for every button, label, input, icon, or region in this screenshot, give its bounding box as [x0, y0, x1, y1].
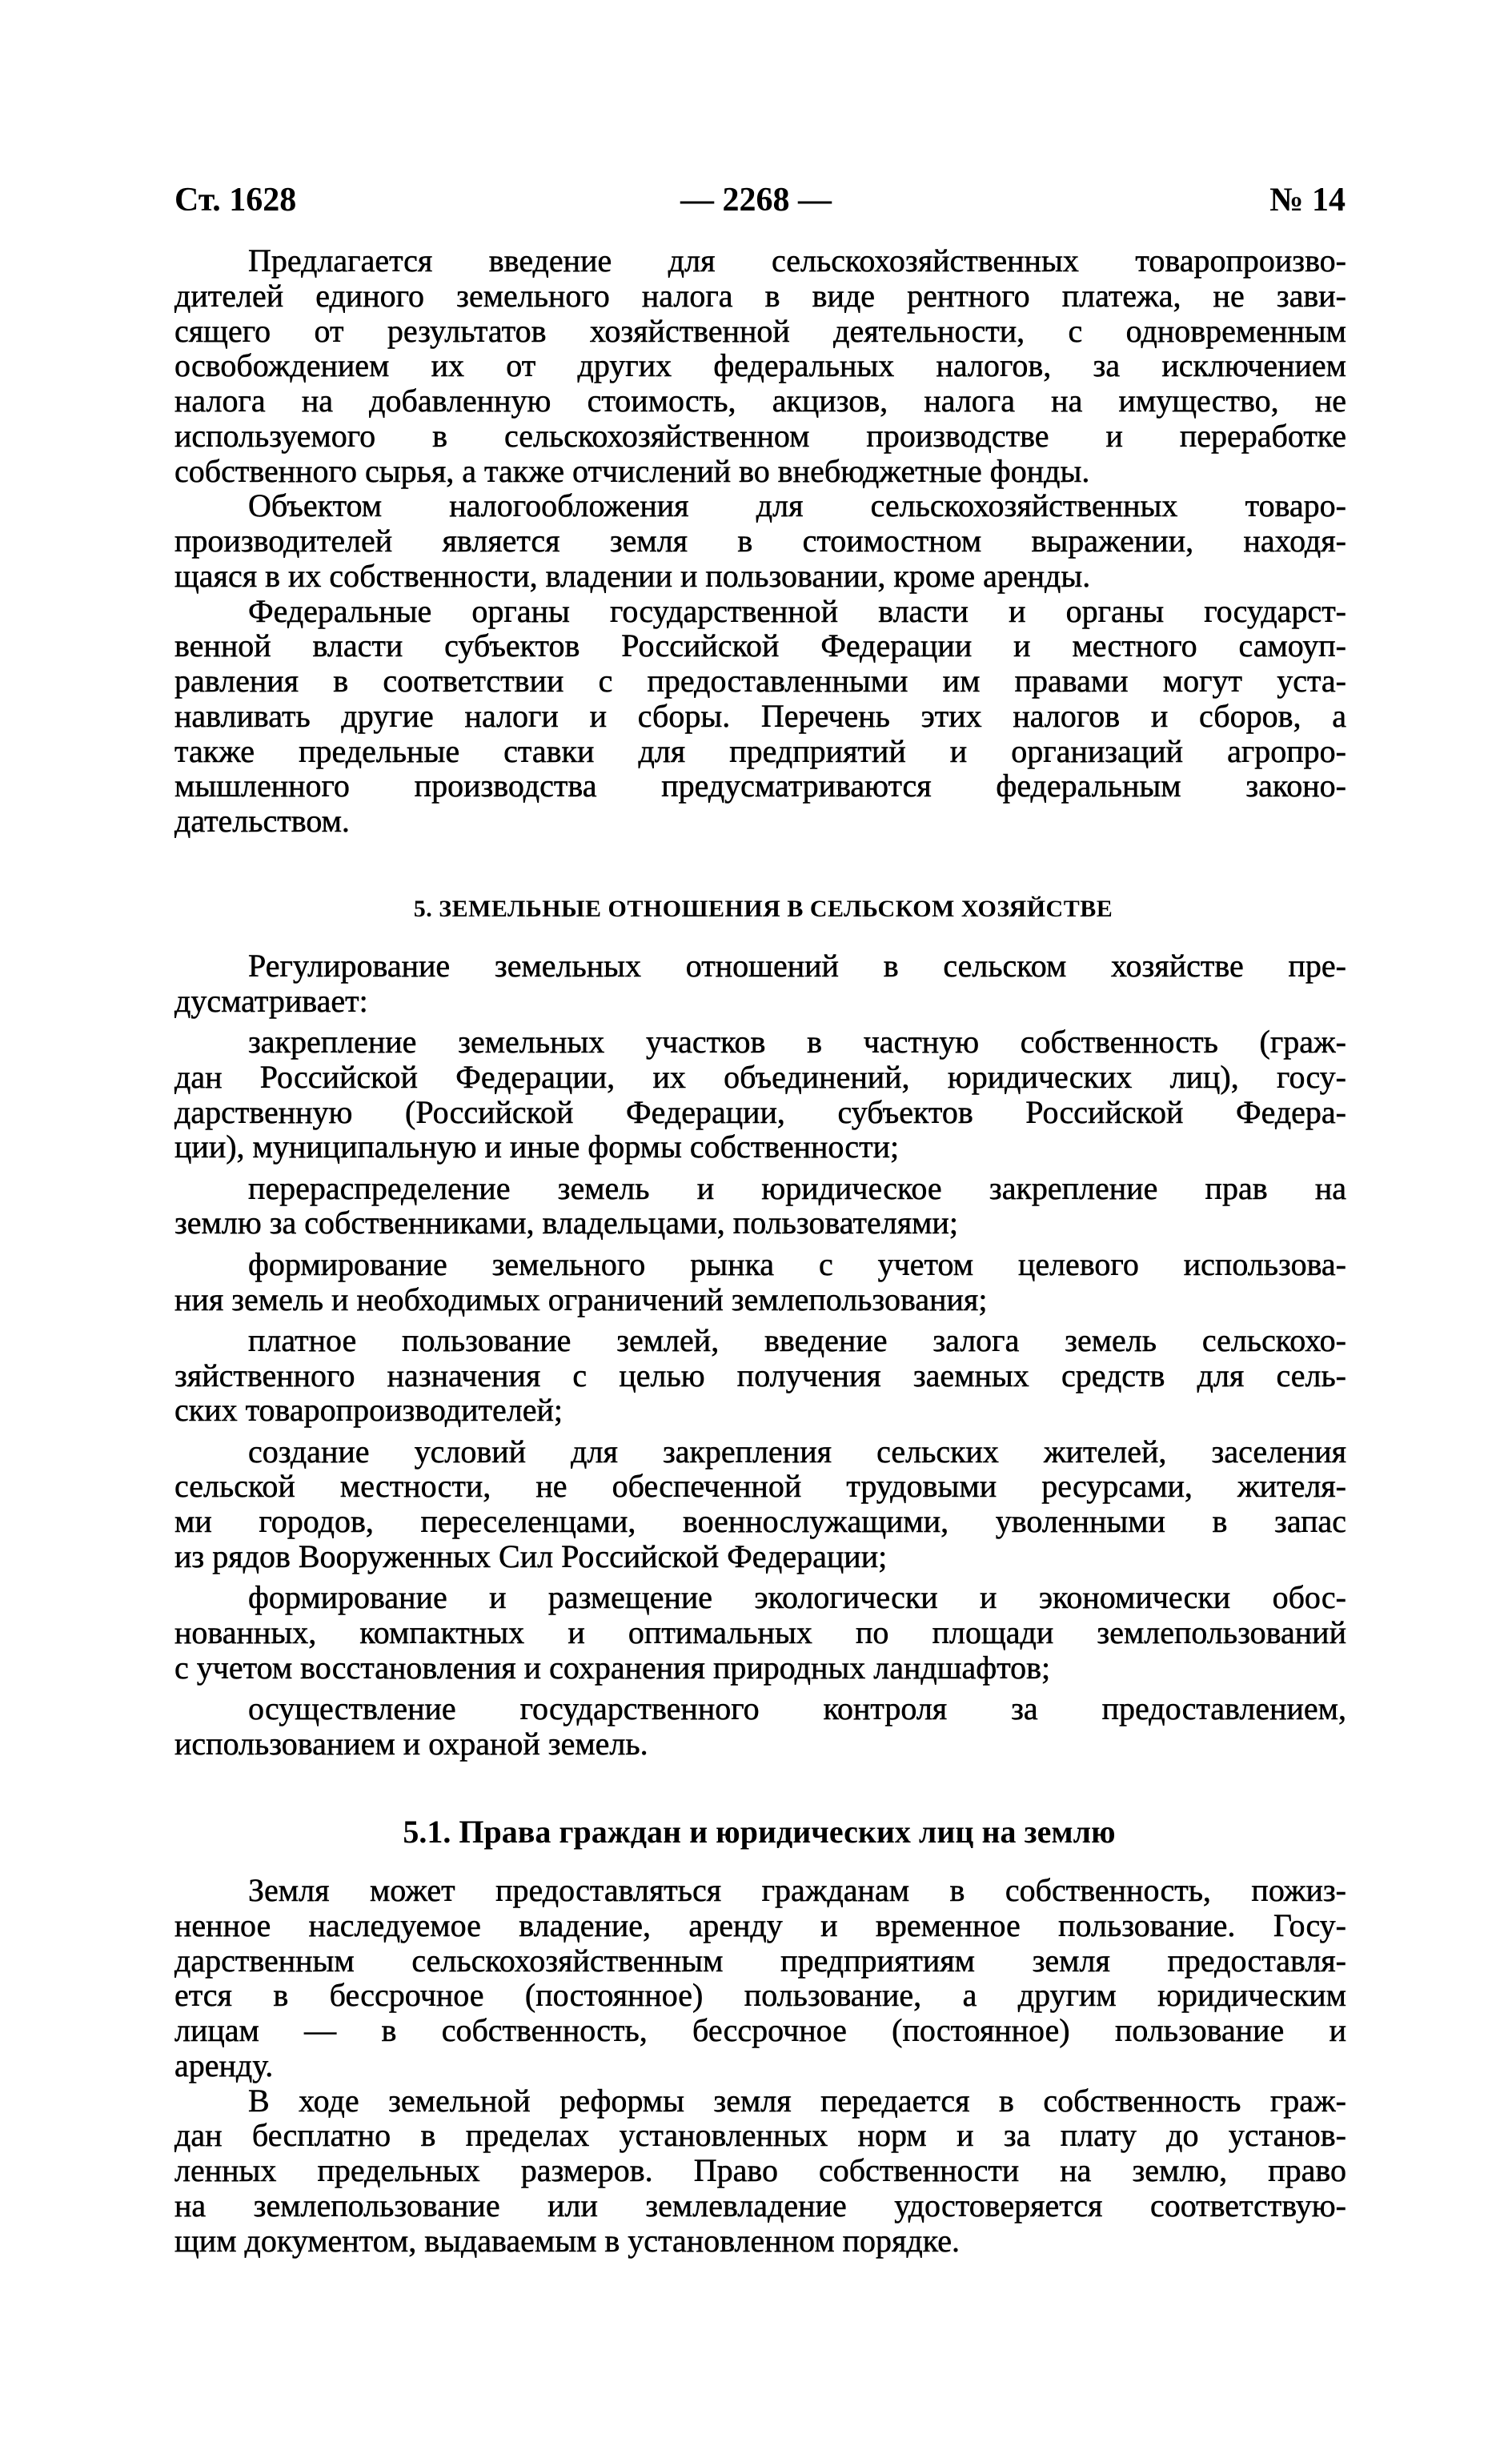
section-heading-land-relations: 5. ЗЕМЕЛЬНЫЕ ОТНОШЕНИЯ В СЕЛЬСКОМ ХОЗЯЙСТВЕ	[413, 896, 1113, 922]
text-line: ненное наследуемое владение, аренду и временное пользование. Госу-	[174, 1907, 1346, 1943]
list-item	[174, 1323, 1346, 1428]
text-line: Федеральные органы государственной власти и органы государст-	[248, 592, 1346, 629]
text-line: также предельные ставки для предприятий и организаций агропро-	[174, 732, 1346, 769]
text-line: сящего от результатов хозяйственной деятельности, с одновременным	[174, 312, 1346, 349]
text-line: Земля может предоставляться гражданам в собственность, пожиз-	[248, 1872, 1346, 1908]
text-line: Регулирование земельных отношений в сельском хозяйстве пре-	[248, 948, 1346, 984]
text-line: щим документом, выдаваемым в установленном порядке.	[174, 2222, 960, 2259]
list-item	[174, 1434, 1346, 1574]
text-line: перераспределение земель и юридическое закрепление прав на	[248, 1169, 1346, 1206]
text-line: дан Российской Федерации, их объединений, юридических лиц), госу-	[174, 1058, 1346, 1095]
text-line: осуществление государственного контроля за предоставлением,	[248, 1690, 1346, 1727]
text-line: зяйственного назначения с целью получения заемных средств для сель-	[174, 1357, 1346, 1393]
text-line: щаяся в их собственности, владении и пользовании, кроме аренды.	[174, 557, 1091, 594]
text-line: дителей единого земельного налога в виде рентного платежа, не зави-	[174, 277, 1346, 314]
text-line: на землепользование или землевладение удостоверяется соответствую-	[174, 2187, 1346, 2223]
text-line: использованием и охраной земель.	[174, 1725, 648, 1762]
issue-number: № 14	[1269, 182, 1346, 219]
paragraph	[174, 243, 1346, 488]
text-line: нованных, компактных и оптимальных по площади землепользований	[174, 1614, 1346, 1651]
section-land-relations-text	[174, 948, 1346, 1762]
text-line: дарственную (Российской Федерации, субъектов Российской Федера-	[174, 1093, 1346, 1130]
text-line: навливать другие налоги и сборы. Перечень этих налогов и сборов, а	[174, 697, 1346, 734]
text-line: формирование и размещение экологически и экономически обос-	[248, 1579, 1346, 1616]
paragraph	[174, 594, 1346, 839]
list-item	[174, 1171, 1346, 1241]
page-number: — 2268 —	[680, 182, 832, 219]
text-line: Объектом налогообложения для сельскохозяйственных товаро-	[248, 487, 1346, 524]
text-line: равления в соответствии с предоставленными им правами могут уста-	[174, 663, 1346, 699]
list-item	[174, 1247, 1346, 1317]
paragraph	[174, 948, 1346, 1019]
subsection-heading-land-rights: 5.1. Права граждан и юридических лиц на землю	[403, 1814, 1116, 1850]
text-line: мышленного производства предусматриваются федеральным законо-	[174, 768, 1346, 804]
article-number: Ст. 1628	[174, 182, 297, 219]
text-line: формирование земельного рынка с учетом целевого использова-	[248, 1245, 1346, 1282]
text-line: дан бесплатно в пределах установленных норм и за плату до установ-	[174, 2117, 1346, 2154]
text-line: дарственным сельскохозяйственным предприятиям земля предоставля-	[174, 1942, 1346, 1979]
text-line: сельской местности, не обеспеченной трудовыми ресурсами, жителя-	[174, 1468, 1346, 1505]
text-line: создание условий для закрепления сельских жителей, заселения	[248, 1433, 1346, 1470]
list-item	[174, 1025, 1346, 1165]
text-line: с учетом восстановления и сохранения природных ландшафтов;	[174, 1649, 1051, 1686]
subsection-land-rights-text	[174, 1873, 1346, 2258]
text-line: В ходе земельной реформы земля передается в собственность граж-	[248, 2082, 1346, 2119]
text-line: Предлагается введение для сельскохозяйственных товаропроизво-	[248, 243, 1346, 279]
text-line: используемого в сельскохозяйственном производстве и переработке	[174, 417, 1346, 454]
text-line: дусматривает:	[174, 982, 368, 1019]
text-line: лицам — в собственность, бессрочное (постоянное) пользование и	[174, 2012, 1346, 2048]
text-line: закрепление земельных участков в частную собственность (граж-	[248, 1024, 1346, 1061]
text-line: ских товаропроизводителей;	[174, 1392, 563, 1429]
text-line: ми городов, переселенцами, военнослужащими, уволенными в запас	[174, 1503, 1346, 1540]
paragraph	[174, 1873, 1346, 2083]
text-line: землю за собственниками, владельцами, пользователями;	[174, 1205, 958, 1241]
text-line: ния земель и необходимых ограничений землепользования;	[174, 1281, 988, 1317]
list-item	[174, 1580, 1346, 1685]
text-line: из рядов Вооруженных Сил Российской Федерации;	[174, 1538, 888, 1574]
text-line: аренду.	[174, 2047, 274, 2083]
paragraph	[174, 2083, 1346, 2259]
text-line: собственного сырья, а также отчислений во внебюджетные фонды.	[174, 452, 1090, 489]
text-line: ции), муниципальную и иные формы собственности;	[174, 1129, 900, 1165]
list-item	[174, 1691, 1346, 1762]
text-line: платное пользование землей, введение залога земель сельскохо-	[248, 1321, 1346, 1358]
section-taxation-text	[174, 243, 1346, 839]
text-line: производителей является земля в стоимостном выражении, находя-	[174, 523, 1346, 559]
text-line: налога на добавленную стоимость, акцизов, налога на имущество, не	[174, 383, 1346, 419]
text-line: ется в бессрочное (постоянное) пользование, а другим юридическим	[174, 1977, 1346, 2014]
text-line: дательством.	[174, 803, 350, 839]
text-line: освобождением их от других федеральных налогов, за исключением	[174, 347, 1346, 384]
paragraph	[174, 488, 1346, 593]
text-line: ленных предельных размеров. Право собственности на землю, право	[174, 2152, 1346, 2188]
text-line: венной власти субъектов Российской Федерации и местного самоуп-	[174, 628, 1346, 664]
